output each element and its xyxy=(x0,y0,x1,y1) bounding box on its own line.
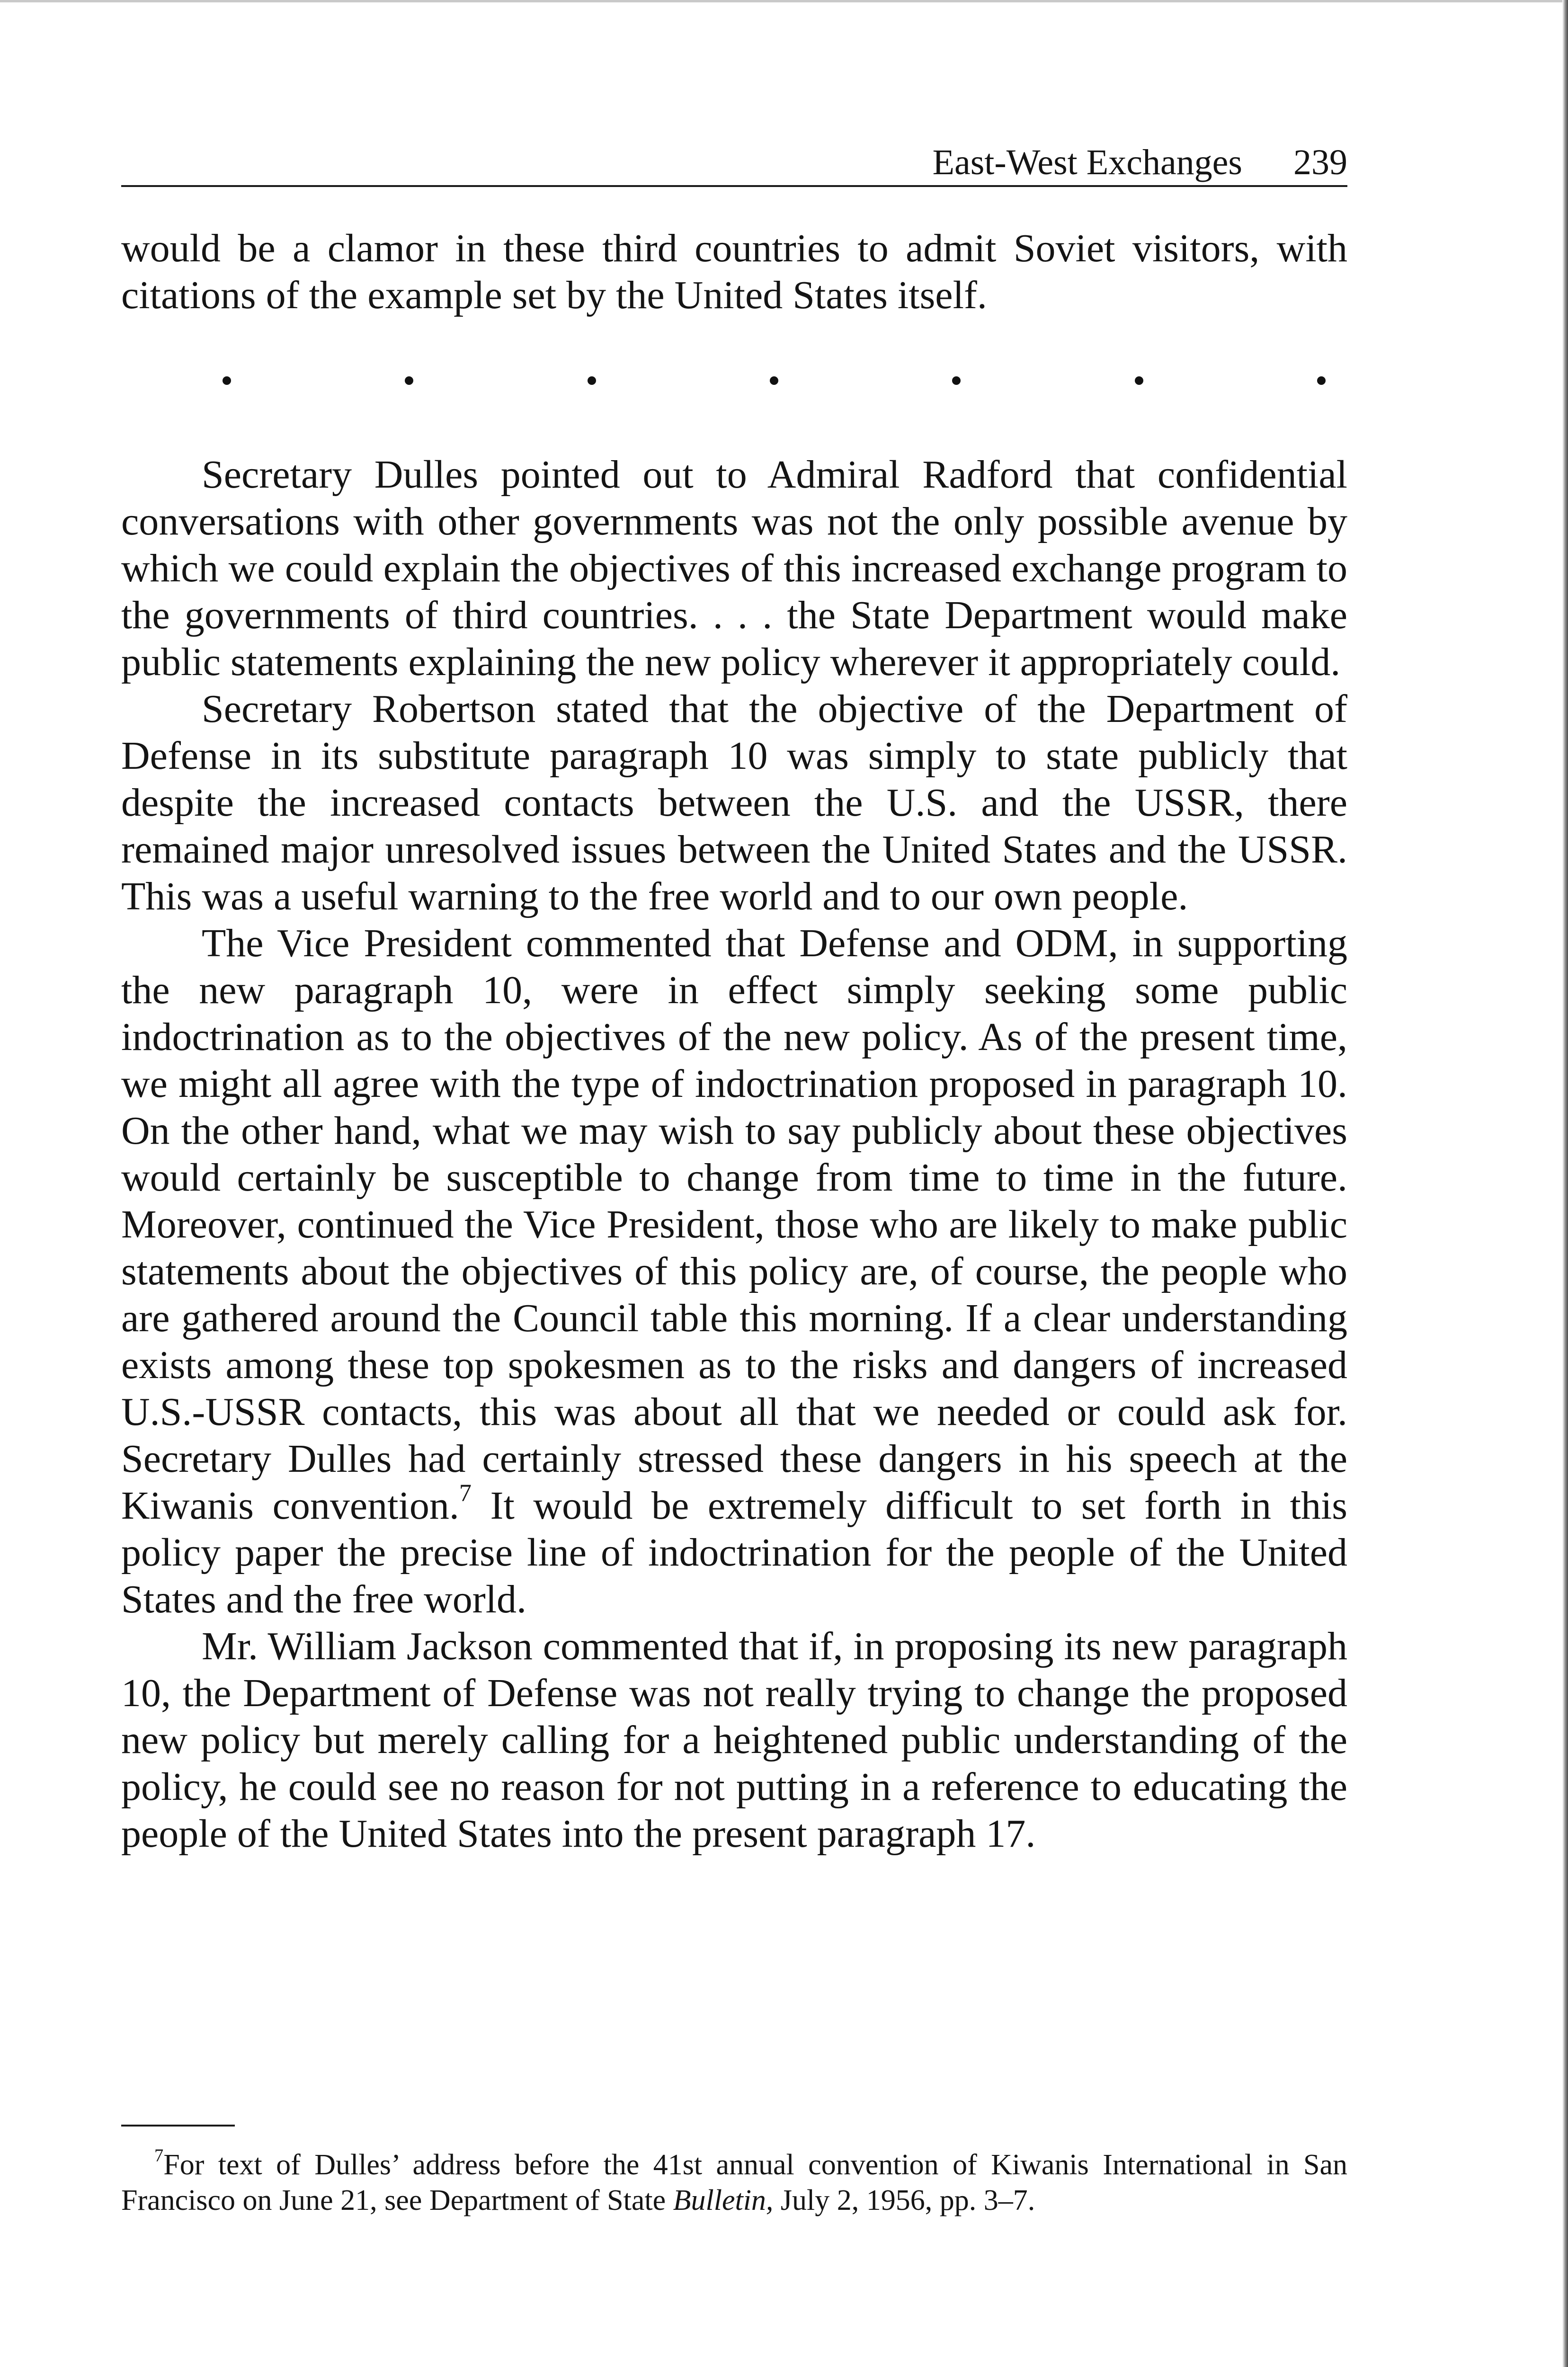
omission-dots xyxy=(223,366,1326,395)
continued-paragraph-block xyxy=(121,225,1347,319)
paragraph-robertson: Secretary Robertson stated that the objective of the Department of Defense in its substitute paragraph 10 was simply to state publicly that despite the increased contacts between the U.S. and the USSR, there remained major unresolved issues between the United States and the USSR. This was a useful warning to the free world and to our own people. xyxy=(121,687,1347,918)
omission-dot xyxy=(770,376,778,385)
paragraph-jackson: Mr. William Jackson commented that if, in proposing its new paragraph 10, the Department of Defense was not really trying to change the proposed new policy but merely calling for a heightened public understanding of the policy, he could see no reason for not putting in a reference to educating the people of the United States into the present paragraph 17. xyxy=(121,1624,1347,1856)
omission-dot xyxy=(223,376,231,385)
footnote-text-start: For text of Dulles’ address before the 41st annual convention of Kiwanis International in San Francisco on June 21, see Department of State xyxy=(121,2149,1347,2216)
footnote-reference: 7 xyxy=(459,1479,472,1507)
paragraph-vice-president xyxy=(121,920,1347,1623)
main-text xyxy=(121,451,1347,1857)
page-binding-edge xyxy=(1562,0,1568,2367)
page-top-edge xyxy=(0,0,1568,2)
omission-dot xyxy=(1317,376,1326,385)
footnote-marker: 7 xyxy=(154,2145,164,2166)
paragraph-vice-president-text-continued: It would be extremely difficult to set forth in this policy paper the precise line of indoctrination for the people of the United States and the free world. xyxy=(121,1484,1347,1621)
footnote-text xyxy=(121,2147,1347,2218)
paragraph-continued: would be a clamor in these third countries to admit Soviet visitors, with citations of the example set by the United States itself. xyxy=(121,226,1347,317)
footnote-rule xyxy=(121,2125,235,2127)
paragraph-vice-president-text: The Vice President commented that Defense and ODM, in supporting the new paragraph 10, were in effect simply seeking some public indoctrination as to the objectives of the new policy. As of the present time, we might all agree with the type of indoctrination proposed in paragraph 10. On the other hand, what we may wish to say publicly about these objectives would certainly be susceptible to change from time to time in the future. Moreover, continued the Vice President, those who are likely to make public statements about the objectives of this policy are, of course, the people who are gathered around the Council table this morning. If a clear understanding exists among these top spokesmen as to the risks and dangers of increased U.S.-USSR contacts, this was about all that we needed or could ask for. Secretary Dulles had certainly stressed these dangers in his speech at the Kiwanis convention. xyxy=(121,921,1347,1528)
footnote xyxy=(121,2147,1347,2218)
omission-dot xyxy=(405,376,413,385)
omission-dot xyxy=(1135,376,1143,385)
omission-dot xyxy=(588,376,596,385)
running-head-title: East-West Exchanges xyxy=(932,142,1242,182)
paragraph-dulles-radford: Secretary Dulles pointed out to Admiral Radford that confidential conversations with other governments was not the only possible avenue by which we could explain the objectives of this increased exchange program to the governments of third countries. . . . the State Department would make public statements explaining the new policy wherever it appropriately could. xyxy=(121,453,1347,684)
running-head xyxy=(121,140,1347,187)
omission-dot xyxy=(952,376,961,385)
page-number: 239 xyxy=(1293,142,1347,182)
footnote-text-end: July 2, 1956, pp. 3–7. xyxy=(773,2184,1035,2216)
footnote-publication-title: Bulletin, xyxy=(673,2184,774,2216)
